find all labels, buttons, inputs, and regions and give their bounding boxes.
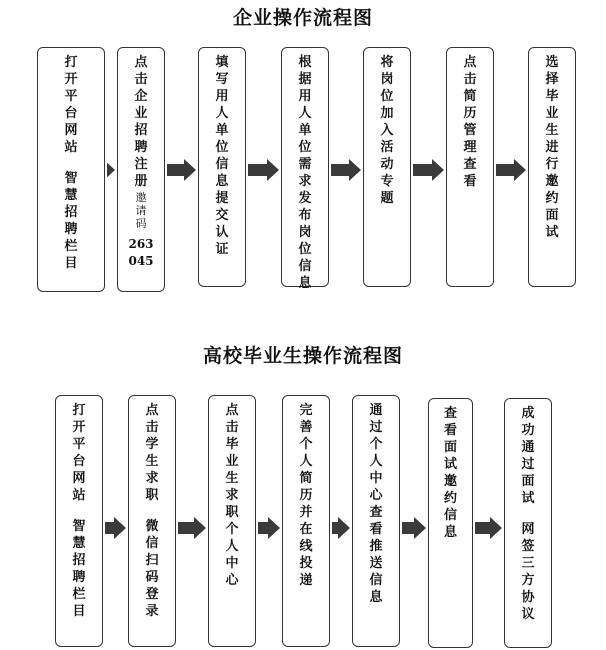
enterprise-step-4-text: 根据用人单位需求发布岗位信息 [298,55,312,291]
graduate-arrow-3 [258,517,280,539]
enterprise-step-5-text: 将岗位加入活动专题 [380,55,394,206]
enterprise-arrow-1 [107,159,115,181]
enterprise-step-2-invite-code: 045 [128,254,154,268]
enterprise-flow-title: 企业操作流程图 [232,7,373,29]
enterprise-step-7-text: 选择毕业生进行邀约面试 [545,55,559,240]
enterprise-step-7 [528,47,576,287]
graduate-step-5 [352,395,400,647]
enterprise-step-1-text: 智慧招聘栏目 [64,171,78,271]
enterprise-arrow-5 [413,159,444,181]
graduate-step-7-text: 成功通过面试 [521,406,535,506]
graduate-arrow-6 [475,517,502,539]
graduate-step-6 [428,398,473,648]
graduate-step-1-text: 智慧招聘栏目 [72,519,86,619]
graduate-step-2 [128,395,176,647]
enterprise-arrow-6 [496,159,526,181]
enterprise-step-4 [281,47,329,291]
enterprise-step-2-text: 点击企业招聘注册 [134,55,148,189]
enterprise-step-1 [37,47,105,292]
graduate-step-4-text: 完善个人简历并在线投递 [299,403,313,588]
enterprise-step-2 [117,47,165,292]
graduate-step-3-text: 点击毕业生求职个人中心 [225,403,239,588]
graduate-step-5-text: 通过个人中心查看推送信息 [369,403,383,605]
graduate-step-4 [282,395,330,647]
graduate-step-3 [208,395,256,647]
graduate-arrow-2 [178,517,206,539]
graduate-step-1-text: 打开平台网站 [72,403,86,503]
graduate-step-7-text: 网签三方协议 [521,522,535,622]
graduate-flow-title: 高校毕业生操作流程图 [202,345,403,367]
enterprise-step-2-invite-code: 263 [128,237,154,251]
enterprise-step-6-text: 点击简历管理查看 [463,55,477,189]
enterprise-step-1-text: 打开平台网站 [64,55,78,155]
graduate-step-1 [55,395,103,647]
graduate-step-2-text: 微信扫码登录 [145,519,159,619]
enterprise-step-6 [446,47,494,287]
enterprise-arrow-4 [331,159,361,181]
enterprise-step-3 [198,47,246,287]
graduate-step-2-text: 点击学生求职 [145,403,159,503]
enterprise-step-2-invite-label: 邀请码 [135,191,147,230]
graduate-step-6-text: 查看面试邀约信息 [443,406,457,540]
graduate-arrow-4 [332,517,350,539]
enterprise-arrow-3 [248,159,279,181]
graduate-arrow-5 [402,517,426,539]
enterprise-arrow-2 [167,159,196,181]
graduate-step-7 [504,398,552,648]
graduate-arrow-1 [105,517,126,539]
enterprise-step-5 [363,47,411,287]
enterprise-step-3-text: 填写用人单位信息提交认证 [215,55,229,257]
